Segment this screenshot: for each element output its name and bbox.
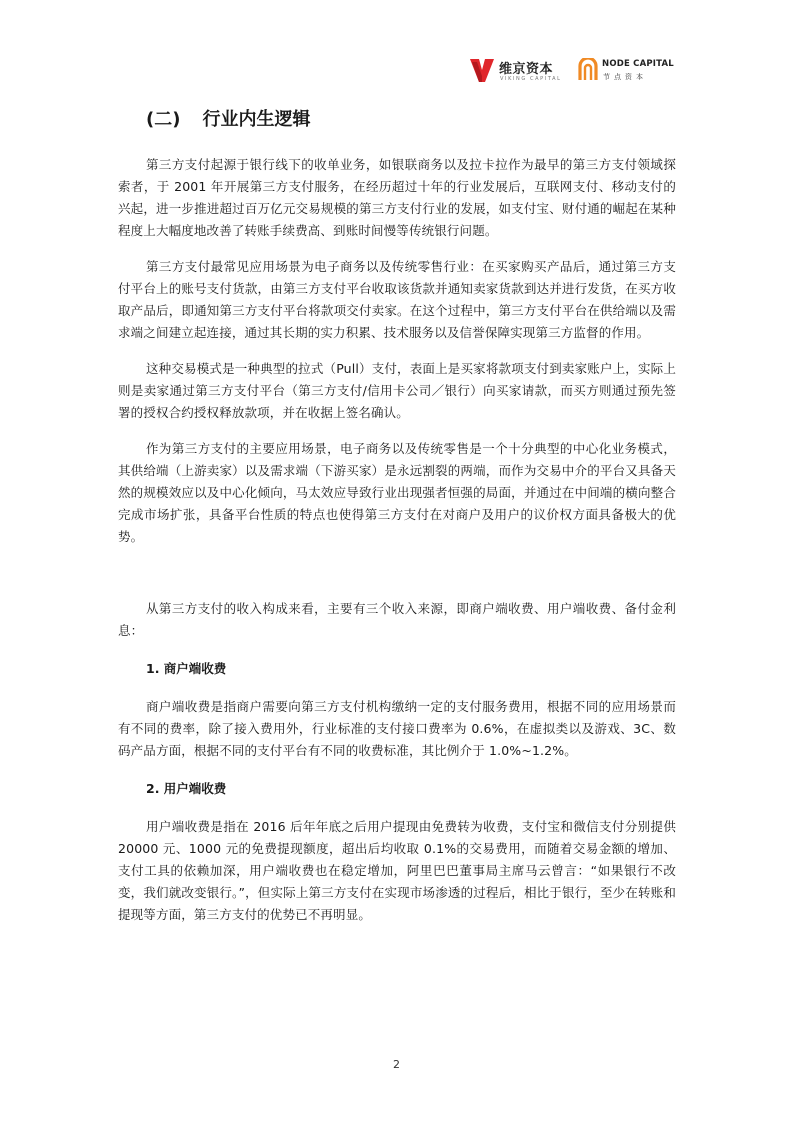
- section-title: [146, 104, 704, 136]
- page-header: [468, 56, 678, 86]
- node-capital-name: 节点资本: [603, 73, 647, 81]
- subsection-heading: 1. 商户端收费: [146, 661, 227, 676]
- paragraph: 第三方支付最常见应用场景为电子商务以及传统零售行业：在买家购买产品后，通过第三方支付平台上的账号支付货款，由第三方支付平台收取该货款并通知卖家货款到达并进行发货，在买方收取产品后，即通知第三方支付平台将款项交付卖家。在这个过程中，第三方支付平台在供给端以及需求端之间建立起连接，通过其长期的实力积累、技术服务以及信誉保障实现第三方监督的作用。: [118, 259, 676, 340]
- node-capital-english-name: NODE CAPITAL: [602, 59, 674, 69]
- subsection-paragraph: 商户端收费是指商户需要向第三方支付机构缴纳一定的支付服务费用，根据不同的应用场景而有不同的费率，除了接入费用外，行业标准的支付接口费率为 0.6%，在虚拟类以及游戏、3C、数码产品方面，根据不同的支付平台有不同的收费标准，其比例介于 1.0%~1.2%。: [118, 699, 676, 758]
- section-title-text: 行业内生逻辑: [202, 109, 311, 130]
- viking-capital-name: 维京资本: [499, 62, 554, 77]
- viking-capital-logo-icon: [468, 56, 496, 84]
- paragraph: 作为第三方支付的主要应用场景，电子商务以及传统零售是一个十分典型的中心化业务模式，其供给端（上游卖家）以及需求端（下游买家）是永远割裂的两端，而作为交易中介的平台又具备天然的规模效应以及中心化倾向，马太效应导致行业出现强者恒强的局面，并通过在中间端的横向整合完成市场扩张，具备平台性质的特点也使得第三方支付在对商户及用户的议价权方面具备极大的优势。: [118, 441, 676, 544]
- subsection-paragraph: 用户端收费是指在 2016 后年年底之后用户提现由免费转为收费，支付宝和微信支付分别提供 20000 元、1000 元的免费提现额度，超出后均收取 0.1%的交易费用，而随着交易金额的增加、支付工具的依赖加深，用户端收费也在稳定增加，阿里巴巴董事局主席马云曾言：“如果银行不改变，我们就改变银行。”，但实际上第三方支付在实现市场渗透的过程后，相比于银行，至少在转账和提现等方面，第三方支付的优势已不再明显。: [118, 819, 676, 922]
- paragraph: 这种交易模式是一种典型的拉式（Pull）支付，表面上是买家将款项支付到卖家账户上，实际上则是卖家通过第三方支付平台（第三方支付/信用卡公司／银行）向买家请款，而买方则通过预先签署的授权合约授权释放款项，并在收据上签名确认。: [118, 361, 676, 420]
- node-capital-logo-icon: [577, 58, 599, 82]
- document-body: [118, 104, 676, 926]
- viking-capital-english-name: VIKING CAPITAL: [500, 76, 562, 82]
- paragraph: 从第三方支付的收入构成来看，主要有三个收入来源，即商户端收费、用户端收费、备付金利息：: [118, 601, 676, 638]
- section-number: (二): [146, 109, 181, 130]
- paragraph: 第三方支付起源于银行线下的收单业务，如银联商务以及拉卡拉作为最早的第三方支付领域探索者，于 2001 年开展第三方支付服务，在经历超过十年的行业发展后，互联网支付、移动支付的兴起，进一步推进超过百万亿元交易规模的第三方支付行业的发展，如支付宝、财付通的崛起在某种程度上大幅度地改善了转账手续费高、到账时间慢等传统银行问题。: [118, 157, 676, 238]
- subsection-heading: 2. 用户端收费: [146, 781, 227, 796]
- page-number: 2: [393, 1058, 400, 1071]
